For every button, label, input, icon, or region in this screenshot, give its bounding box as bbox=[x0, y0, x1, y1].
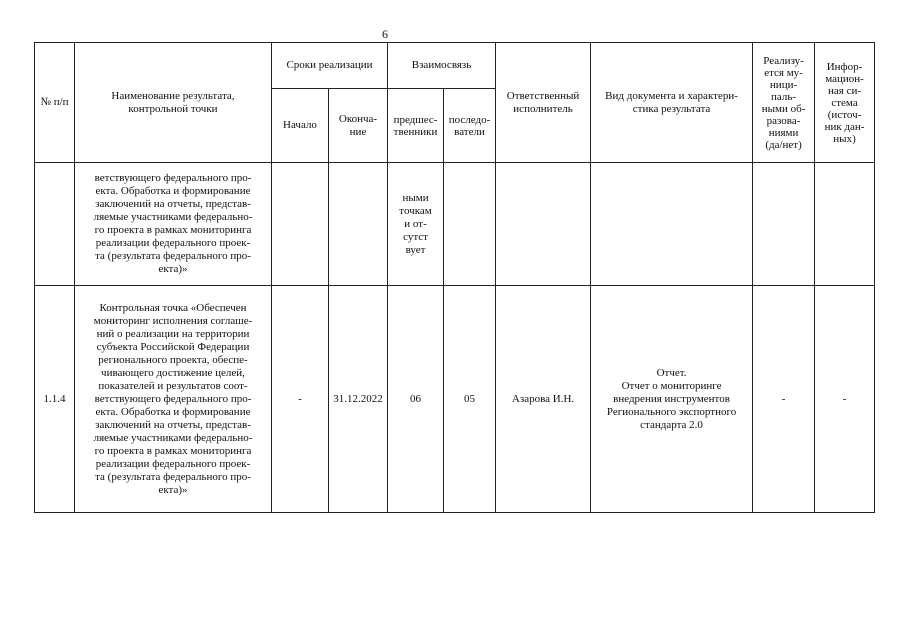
header-municipal: Реализу- ется му- ници- паль- ными об- разова- ниями (да/нет) bbox=[753, 43, 815, 163]
cell-start: - bbox=[272, 286, 329, 513]
cell-successors: 05 bbox=[444, 286, 496, 513]
cell-responsible: Азарова И.Н. bbox=[496, 286, 591, 513]
cell-end: 31.12.2022 bbox=[329, 286, 388, 513]
table-row-1-1-4 bbox=[35, 286, 875, 513]
cell-doc-type bbox=[591, 163, 753, 286]
header-responsible: Ответственный исполнитель bbox=[496, 43, 591, 163]
cell-num bbox=[35, 163, 75, 286]
cell-num: 1.1.4 bbox=[35, 286, 75, 513]
header-deadlines: Сроки реализации bbox=[272, 43, 388, 89]
cell-municipal bbox=[753, 163, 815, 286]
cell-name: Контрольная точка «Обеспечен мониторинг исполнения соглаше- ний о реализации на территории субъекта Российской Федерации регионального проекта, обеспе- чивающего достижение целей, показателей и результатов соот- ветствующего федерального про- екта. Обработка и формирование заключений на отчеты, представ- ляемые участниками федерально- го проекта в рамках мониторинга реализации федерального проек- та (результата федерального про- екта)» bbox=[75, 286, 272, 513]
header-num: № п/п bbox=[35, 43, 75, 163]
header-link: Взаимосвязь bbox=[388, 43, 496, 89]
cell-info-system bbox=[815, 163, 875, 286]
header-end: Оконча- ние bbox=[329, 89, 388, 163]
cell-doc-type: Отчет. Отчет о мониторинге внедрения инструментов Регионального экспортного стандарта 2.0 bbox=[591, 286, 753, 513]
cell-successors bbox=[444, 163, 496, 286]
header-predecessors: предшес- твенники bbox=[388, 89, 444, 163]
page-number: 6 bbox=[382, 27, 388, 41]
cell-info-system: - bbox=[815, 286, 875, 513]
header-start: Начало bbox=[272, 89, 329, 163]
cell-name: ветствующего федерального про- екта. Обработка и формирование заключений на отчеты, представ- ляемые участниками федерально- го проекта в рамках мониторинга реализации федерального проек- та (результата федерального про- екта)» bbox=[75, 163, 272, 286]
header-info-system: Инфор- мацион- ная си- стема (источ- ник дан- ных) bbox=[815, 43, 875, 163]
header-name: Наименование результата, контрольной точки bbox=[75, 43, 272, 163]
table-row-continuation bbox=[35, 163, 875, 286]
header-successors: последо- ватели bbox=[444, 89, 496, 163]
cell-predecessors: 06 bbox=[388, 286, 444, 513]
cell-responsible bbox=[496, 163, 591, 286]
header-doc-type: Вид документа и характери- стика результата bbox=[591, 43, 753, 163]
cell-end bbox=[329, 163, 388, 286]
cell-start bbox=[272, 163, 329, 286]
plan-table bbox=[34, 42, 875, 513]
cell-municipal: - bbox=[753, 286, 815, 513]
cell-predecessors: ными точкам и от- сутст вует bbox=[388, 163, 444, 286]
